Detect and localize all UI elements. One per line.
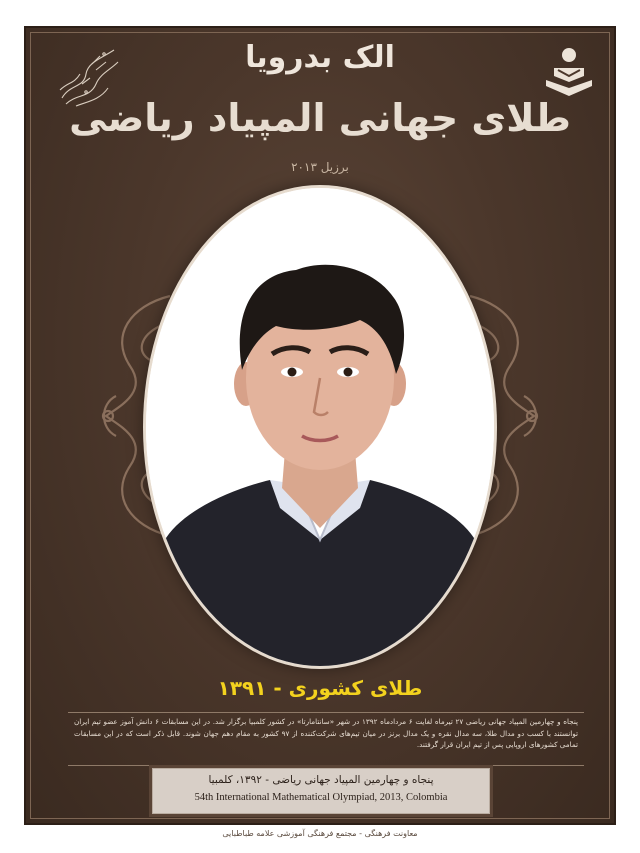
- title-line1: الک بدرویا: [245, 40, 395, 75]
- page-title: طلای جهانی المپیاد ریاضی: [69, 96, 571, 140]
- description-text: پنجاه و چهارمین المپیاد جهانی ریاضی ۲۷ تیرماه لغایت ۶ مردادماه ۱۳۹۲ در شهر «سانتامارتا» در کشور کلمبیا برگزار شد. در این مسابقات ۶ دانش آموز عضو تیم ایران توانستند با کسب دو مدال طلا، سه مدال نقره و یک مدال برنز در میان تیم‌های شرکت‌کننده از ۹۷ کشور به مقام دهم جهان شوند. قابل ذکر است که در این مسابقات تمامی کشورهای اروپایی پس از تیم ایران قرار گرفتند.: [68, 712, 584, 766]
- portrait-frame: [146, 188, 494, 666]
- plaque-english-text: 54th International Mathematical Olympiad, 2013, Colombia: [194, 792, 448, 803]
- medal-label: طلای کشوری - ۱۳۹۱: [217, 676, 423, 700]
- student-portrait: [146, 188, 494, 666]
- caption-plaque: [152, 768, 490, 814]
- subtitle: برزیل ۲۰۱۳: [291, 160, 349, 174]
- plaque-persian-text: پنجاه و چهارمین المپیاد جهانی ریاضی - ۱۳۹۲، کلمبیا: [208, 774, 434, 786]
- footer-credit: معاونت فرهنگی - مجتمع فرهنگی آموزشی علامه طباطبایی: [222, 829, 418, 838]
